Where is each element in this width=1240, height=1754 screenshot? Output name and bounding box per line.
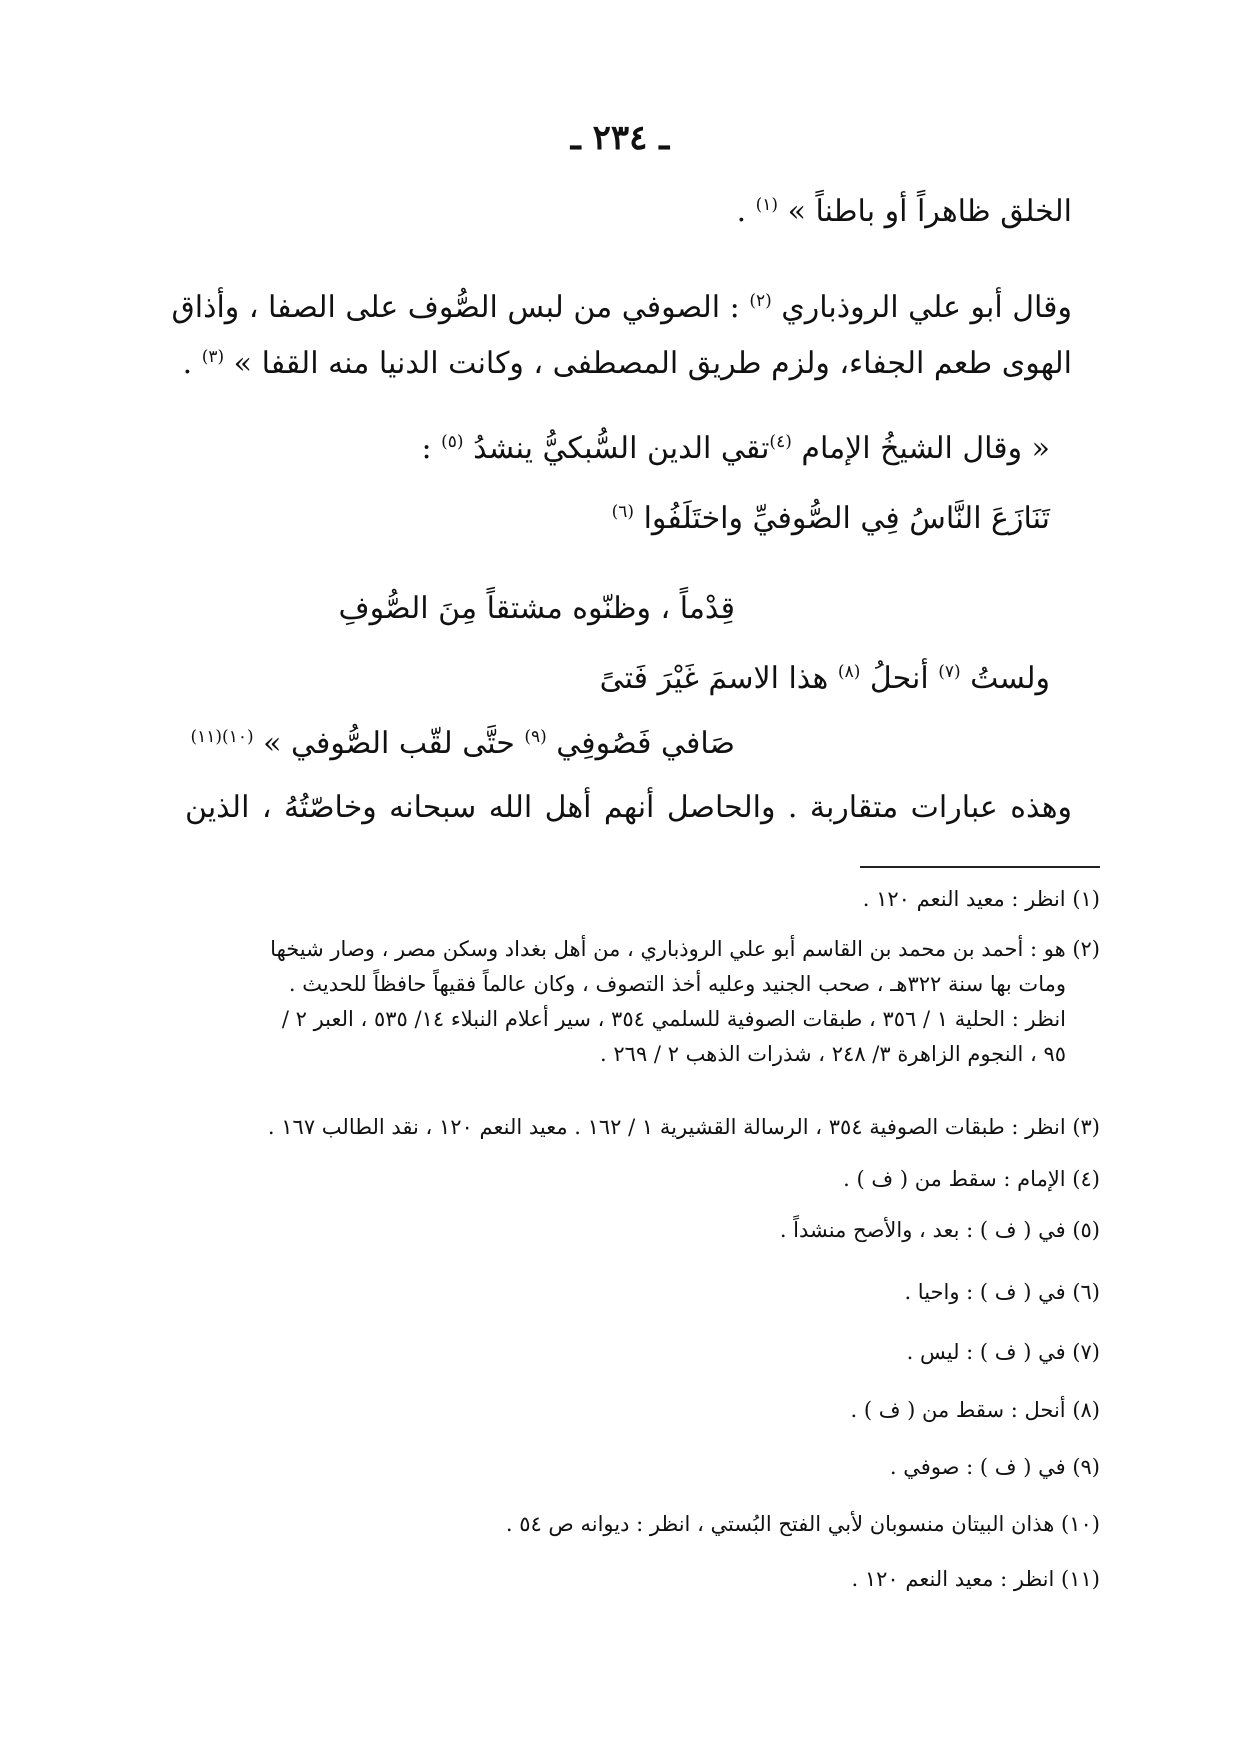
footnote-10: (١٠) هذان البيتان منسوبان لأبي الفتح البُستي ، انظر : ديوانه ص ٥٤ . <box>505 1512 1100 1536</box>
footnote-3: (٣) انظر : طبقات الصوفية ٣٥٤ ، الرسالة القشيرية ١ / ١٦٢ . معيد النعم ١٢٠ ، نقد الطالب ١٦٧ . <box>267 1115 1100 1139</box>
footnote-9: (٩) في ( ف ) : صوفي . <box>889 1455 1100 1479</box>
body-line-4: « وقال الشيخُ الإمام $^{(٤)}$تقي الدين السُّبكيُّ ينشدُ $^{(٥)}$ : <box>421 431 1050 466</box>
body-line-3: الهوى طعم الجفاء، ولزم طريق المصطفى ، وكانت الدنيا منه القفا » $^{(٣)}$ . <box>182 346 1072 381</box>
body-line-5: وهذه عبارات متقاربة . والحاصل أنهم أهل الله سبحانه وخاصّتُهُ ، الذين <box>185 790 1072 825</box>
footnote-1: (١) انظر : معيد النعم ١٢٠ . <box>862 887 1100 911</box>
footnote-7: (٧) في ( ف ) : ليس . <box>906 1340 1100 1364</box>
poem-verse-2b: صَافي فَصُوفِي $^{(٩)}$ حتَّى لقّب الصُّوفي » $^{(١٠)(١١)}$ <box>190 726 735 761</box>
body-line-1: الخلق ظاهراً أو باطناً » $^{(١)}$ . <box>736 194 1072 229</box>
footnote-4: (٤) الإمام : سقط من ( ف ) . <box>843 1167 1100 1191</box>
footnote-6: (٦) في ( ف ) : واحيا . <box>904 1280 1100 1304</box>
page-number: ـ ٢٣٤ ـ <box>570 118 670 158</box>
footnote-2: (٢) هو : أحمد بن محمد بن القاسم أبو علي الروذباري ، من أهل بغداد وسكن مصر ، وصار شيخها ومات بها سنة ٣٢٢هـ ، صحب الجنيد وعليه أخذ التصوف ، وكان عالماً فقيهاً حافظاً للحديث . انظر : الحلية ١ / ٣٥٦ ، طبقات الصوفية للسلمي ٣٥٤ ، سير أعلام النبلاء ١٤/ ٥٣٥ ، العبر ٢ / ٩٥ ، النجوم الزاهرة ٣/ ٢٤٨ ، شذرات الذهب ٢ / ٢٦٩ . <box>270 937 1100 1066</box>
footnote-11: (١١) انظر : معيد النعم ١٢٠ . <box>851 1567 1100 1591</box>
footnote-5: (٥) في ( ف ) : بعد ، والأصح منشداً . <box>779 1218 1100 1242</box>
poem-verse-1a: تَنَازَعَ النَّاسُ فِي الصُّوفيِّ واختَلَفُوا $^{(٦)}$ <box>611 501 1050 536</box>
body-line-2: وقال أبو علي الروذباري $^{(٢)}$ : الصوفي من لبس الصُّوف على الصفا ، وأذاق <box>171 290 1072 325</box>
poem-verse-2a: ولستُ $^{(٧)}$ أنحلُ $^{(٨)}$ هذا الاسمَ غَيْرَ فَتىً <box>599 661 1050 696</box>
footnote-8: (٨) أنحل : سقط من ( ف ) . <box>850 1398 1100 1422</box>
footnote-divider <box>860 866 1100 868</box>
poem-verse-1b: قِدْماً ، وظنّوه مشتقاً مِنَ الصُّوفِ <box>338 591 735 626</box>
